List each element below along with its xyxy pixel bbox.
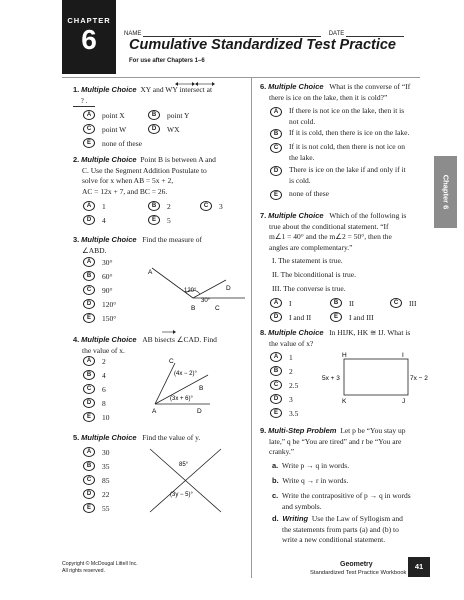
question-4 bbox=[73, 335, 251, 356]
option-letter: D bbox=[270, 166, 282, 176]
copyright bbox=[62, 561, 138, 574]
name-label: NAME bbox=[124, 31, 142, 37]
option-letter: D bbox=[83, 489, 95, 499]
option-letter: E bbox=[270, 408, 282, 418]
option-letter: B bbox=[270, 366, 282, 376]
option-text: 35 bbox=[102, 461, 110, 471]
q5-option-e[interactable] bbox=[83, 503, 110, 513]
option-text: I bbox=[289, 298, 292, 308]
q6-option-d[interactable] bbox=[270, 165, 430, 187]
part-italic: Writing bbox=[282, 514, 309, 523]
part-text: Use the Law of Syllogism and bbox=[311, 514, 403, 523]
q3-option-e[interactable] bbox=[83, 313, 116, 323]
label-k: K bbox=[342, 398, 347, 405]
q7-option-b[interactable] bbox=[330, 298, 354, 308]
q3-option-c[interactable] bbox=[83, 285, 113, 295]
option-letter: B bbox=[148, 201, 160, 211]
q7-option-a[interactable] bbox=[270, 298, 292, 308]
option-letter: C bbox=[390, 298, 402, 308]
q4-option-a[interactable] bbox=[83, 356, 106, 366]
label-a: A bbox=[152, 408, 157, 415]
option-text: 4 bbox=[102, 215, 106, 225]
option-letter: A bbox=[83, 201, 95, 211]
name-blank[interactable] bbox=[143, 30, 321, 37]
option-text: is cold. bbox=[289, 176, 311, 185]
q9-part-c bbox=[272, 491, 437, 512]
option-letter: D bbox=[83, 299, 95, 309]
option-text: If there is not ice on the lake, then it is bbox=[289, 106, 405, 115]
q2-number: 2. bbox=[73, 155, 80, 164]
option-text: There is ice on the lake if and only if it bbox=[289, 165, 406, 174]
q2-option-c[interactable] bbox=[200, 201, 223, 211]
copyright-line: Copyright © McDougal Littell Inc. bbox=[62, 561, 138, 567]
q4-option-c[interactable] bbox=[83, 384, 106, 394]
q8-stem: the value of x? bbox=[269, 338, 314, 348]
option-text: the lake. bbox=[289, 153, 315, 162]
q3-option-b[interactable] bbox=[83, 271, 113, 281]
part-text: the statements from parts (a) and (b) to bbox=[282, 524, 399, 534]
label-d: D bbox=[226, 285, 231, 292]
q8-option-e[interactable] bbox=[270, 408, 298, 418]
part-text: Write p → q in words. bbox=[281, 461, 350, 470]
q1-option-a[interactable] bbox=[83, 110, 125, 120]
page-number: 41 bbox=[408, 557, 430, 577]
q5-option-a[interactable] bbox=[83, 447, 110, 457]
q3-stem: ∠ABD. bbox=[82, 245, 107, 255]
q7-line: angles are complementary.” bbox=[269, 242, 353, 252]
q1-option-d[interactable] bbox=[148, 124, 180, 134]
q9-part-b bbox=[272, 476, 437, 487]
label-a: A bbox=[148, 269, 153, 276]
question-9 bbox=[260, 426, 435, 458]
option-text: 2 bbox=[102, 356, 106, 366]
q7-line: m∠1 = 40° and the m∠2 = 50°, then the bbox=[269, 232, 392, 241]
option-text: 8 bbox=[102, 398, 106, 408]
option-text: point X bbox=[102, 110, 125, 120]
option-letter: D bbox=[83, 215, 95, 225]
label-c: C bbox=[169, 358, 174, 365]
copyright-line: All rights reserved. bbox=[62, 567, 105, 574]
option-text: 2 bbox=[167, 201, 171, 211]
q8-number: 8. bbox=[260, 328, 267, 337]
option-text: none of these bbox=[289, 189, 329, 198]
chapter-badge bbox=[62, 0, 116, 74]
option-text: 22 bbox=[102, 489, 110, 499]
q7-type: Multiple Choice bbox=[268, 211, 324, 220]
angle-85: 85° bbox=[179, 462, 189, 468]
expr-left: 5x + 3 bbox=[322, 375, 340, 382]
q2-line: Point B is between A and bbox=[140, 155, 216, 164]
part-label: a. bbox=[272, 461, 279, 470]
ray-bd bbox=[193, 280, 226, 298]
part-text: and symbols. bbox=[282, 501, 322, 511]
q6-option-b[interactable] bbox=[270, 128, 440, 139]
option-letter: C bbox=[200, 201, 212, 211]
option-letter: A bbox=[83, 356, 95, 366]
date-blank[interactable] bbox=[346, 30, 404, 37]
option-letter: C bbox=[83, 384, 95, 394]
option-text: point W bbox=[102, 124, 127, 134]
option-text: III bbox=[409, 298, 417, 308]
option-letter: A bbox=[83, 257, 95, 267]
book-title: Geometry bbox=[340, 561, 373, 568]
option-letter: E bbox=[148, 215, 160, 225]
q6-option-e[interactable] bbox=[270, 189, 430, 200]
option-text: not cold. bbox=[289, 117, 316, 126]
part-text: write a new conditional statement. bbox=[282, 535, 386, 544]
q4-option-e[interactable] bbox=[83, 412, 110, 422]
part-label: b. bbox=[272, 476, 279, 485]
q2-line: solve for x when AB = 5x + 2, bbox=[82, 176, 174, 185]
q4-stem: AB bisects ∠CAD. Find bbox=[142, 335, 217, 344]
chapter-label: CHAPTER bbox=[67, 16, 111, 25]
q2-option-e[interactable] bbox=[148, 215, 171, 225]
option-letter: D bbox=[270, 394, 282, 404]
q8-rectangle-figure bbox=[318, 348, 438, 408]
q9-part-a bbox=[272, 461, 437, 472]
q3-option-a[interactable] bbox=[83, 257, 113, 267]
q4-bisector-figure bbox=[148, 355, 248, 415]
side-tab-label: Chapter 6 bbox=[441, 174, 450, 210]
q6-line: there is ice on the lake, then it is cold?” bbox=[269, 92, 388, 102]
option-text: 85 bbox=[102, 475, 110, 485]
option-text: 1 bbox=[289, 352, 293, 362]
option-letter: A bbox=[270, 352, 282, 362]
option-text: 2.5 bbox=[289, 380, 299, 390]
q7-option-e[interactable] bbox=[330, 312, 374, 322]
part-label: d. bbox=[272, 514, 279, 523]
option-text: 5 bbox=[167, 215, 171, 225]
column-divider bbox=[251, 78, 252, 578]
option-text: 90° bbox=[102, 285, 113, 295]
q5-vertical-angles-figure bbox=[145, 446, 227, 516]
option-text: I and III bbox=[349, 312, 374, 322]
q4-number: 4. bbox=[73, 335, 80, 344]
q7-line: Which of the following is bbox=[329, 211, 407, 220]
option-letter: C bbox=[270, 143, 282, 153]
option-text: 3.5 bbox=[289, 408, 299, 418]
question-2 bbox=[73, 155, 251, 197]
option-letter: B bbox=[83, 370, 95, 380]
expr-bottom: (3x + 6)° bbox=[170, 396, 193, 402]
q1-number: 1. bbox=[73, 85, 80, 94]
q8-stem: In HIJK, HK ≅ IJ. What is bbox=[329, 328, 411, 337]
q2-type: Multiple Choice bbox=[81, 155, 137, 164]
q6-option-a[interactable] bbox=[270, 106, 430, 128]
q1-option-c[interactable] bbox=[83, 124, 126, 134]
option-text: 10 bbox=[102, 412, 110, 422]
option-letter: B bbox=[83, 461, 95, 471]
option-text: 1 bbox=[102, 201, 106, 211]
page-subtitle: For use after Chapters 1–6 bbox=[129, 58, 205, 64]
q2-line: AC = 12x + 7, and BC = 26. bbox=[82, 186, 168, 196]
question-3 bbox=[73, 235, 251, 256]
label-c: C bbox=[215, 305, 220, 312]
option-letter: E bbox=[330, 312, 342, 322]
option-text: 55 bbox=[102, 503, 110, 513]
q9-type: Multi-Step Problem bbox=[268, 426, 337, 435]
q7-statement-1: I. The statement is true. bbox=[272, 256, 343, 265]
question-6 bbox=[260, 82, 432, 103]
option-letter: C bbox=[83, 124, 95, 134]
q1-option-e[interactable] bbox=[83, 138, 142, 148]
q5-type: Multiple Choice bbox=[81, 433, 137, 442]
option-text: 120° bbox=[102, 299, 117, 309]
q3-stem: Find the measure of bbox=[142, 235, 202, 244]
option-letter: B bbox=[148, 110, 160, 120]
q8-type: Multiple Choice bbox=[268, 328, 324, 337]
option-text: II bbox=[349, 298, 354, 308]
label-d: D bbox=[197, 408, 202, 415]
option-text: If it is not cold, then there is not ice on bbox=[289, 142, 406, 151]
option-letter: A bbox=[270, 107, 282, 117]
q2-option-b[interactable] bbox=[148, 201, 171, 211]
question-7 bbox=[260, 211, 432, 253]
q1-stem: XY and WY intersect at bbox=[140, 85, 213, 94]
q8-option-b[interactable] bbox=[270, 366, 293, 376]
part-text: Write the contrapositive of p → q in words bbox=[281, 491, 411, 500]
angle-30: 30° bbox=[201, 298, 211, 304]
option-text: 150° bbox=[102, 313, 117, 323]
option-letter: B bbox=[270, 129, 282, 139]
q9-number: 9. bbox=[260, 426, 267, 435]
q7-statement-2: II. The biconditional is true. bbox=[272, 270, 357, 279]
option-letter: A bbox=[83, 447, 95, 457]
q1-option-b[interactable] bbox=[148, 110, 189, 120]
question-1 bbox=[73, 85, 248, 107]
q8-option-d[interactable] bbox=[270, 394, 293, 404]
q6-number: 6. bbox=[260, 82, 267, 91]
label-b: B bbox=[199, 385, 204, 392]
q9-line: late,” q be “You are tired” and r be “You are bbox=[269, 436, 402, 446]
q7-statement-3: III. The converse is true. bbox=[272, 284, 346, 293]
chapter-number: 6 bbox=[81, 24, 97, 55]
q2-option-d[interactable] bbox=[83, 215, 106, 225]
option-letter: A bbox=[270, 298, 282, 308]
label-h: H bbox=[342, 352, 347, 359]
option-letter: D bbox=[148, 124, 160, 134]
option-letter: E bbox=[83, 503, 95, 513]
q5-option-c[interactable] bbox=[83, 475, 110, 485]
q1-blank: ? . bbox=[73, 96, 95, 108]
chapter-side-tab bbox=[434, 156, 457, 228]
q3-angle-figure bbox=[148, 260, 248, 320]
option-text: 3 bbox=[289, 394, 293, 404]
option-text: WX bbox=[167, 124, 180, 134]
q6-option-c[interactable] bbox=[270, 142, 430, 164]
q5-option-b[interactable] bbox=[83, 461, 110, 471]
page-title: Cumulative Standardized Test Practice bbox=[129, 37, 396, 53]
q4-option-b[interactable] bbox=[83, 370, 106, 380]
name-date-line bbox=[124, 30, 404, 37]
option-letter: A bbox=[83, 110, 95, 120]
option-letter: B bbox=[330, 298, 342, 308]
q3-type: Multiple Choice bbox=[81, 235, 137, 244]
q7-number: 7. bbox=[260, 211, 267, 220]
option-letter: C bbox=[270, 380, 282, 390]
option-letter: E bbox=[270, 190, 282, 200]
option-text: 2 bbox=[289, 366, 293, 376]
question-8 bbox=[260, 328, 435, 349]
expr-top: (4x − 2)° bbox=[174, 371, 197, 377]
option-letter: E bbox=[83, 313, 95, 323]
option-text: 30° bbox=[102, 257, 113, 267]
option-letter: C bbox=[83, 475, 95, 485]
part-text: Write q → r in words. bbox=[282, 476, 349, 485]
option-letter: E bbox=[83, 138, 95, 148]
angle-120: 120° bbox=[184, 288, 197, 294]
q5-option-d[interactable] bbox=[83, 489, 110, 499]
label-j: J bbox=[402, 398, 406, 405]
q4-stem: the value of x. bbox=[82, 345, 125, 355]
option-letter: C bbox=[83, 285, 95, 295]
question-5 bbox=[73, 433, 251, 444]
date-label: DATE bbox=[328, 31, 345, 37]
q7-option-c[interactable] bbox=[390, 298, 417, 308]
q7-line: true about the conditional statement. “If bbox=[269, 221, 389, 231]
q8-option-a[interactable] bbox=[270, 352, 293, 362]
option-text: 60° bbox=[102, 271, 113, 281]
option-text: point Y bbox=[167, 110, 190, 120]
label-b: B bbox=[191, 305, 196, 312]
q9-line: cranky.” bbox=[269, 447, 295, 456]
q3-number: 3. bbox=[73, 235, 80, 244]
divider bbox=[62, 77, 420, 78]
workbook-title: Standardized Test Practice Workbook bbox=[310, 570, 407, 576]
option-letter: D bbox=[83, 398, 95, 408]
q2-line: C. Use the Segment Addition Postulate to bbox=[82, 165, 207, 175]
q6-line: What is the converse of “If bbox=[329, 82, 411, 91]
q4-option-d[interactable] bbox=[83, 398, 106, 408]
q9-part-d bbox=[272, 514, 437, 546]
q2-option-a[interactable] bbox=[83, 201, 106, 211]
q7-option-d[interactable] bbox=[270, 312, 311, 322]
q1-line-marks bbox=[175, 80, 215, 88]
q4-type: Multiple Choice bbox=[81, 335, 137, 344]
option-text: none of these bbox=[102, 138, 142, 148]
option-text: 30 bbox=[102, 447, 110, 457]
option-letter: B bbox=[83, 271, 95, 281]
option-text: 4 bbox=[102, 370, 106, 380]
option-text: 3 bbox=[219, 201, 223, 211]
option-text: 6 bbox=[102, 384, 106, 394]
q6-type: Multiple Choice bbox=[268, 82, 324, 91]
option-letter: E bbox=[83, 412, 95, 422]
q5-number: 5. bbox=[73, 433, 80, 442]
q8-option-c[interactable] bbox=[270, 380, 298, 390]
option-letter: D bbox=[270, 312, 282, 322]
label-i: I bbox=[402, 352, 404, 359]
option-text: I and II bbox=[289, 312, 312, 322]
expr-y: (3y − 5)° bbox=[170, 492, 193, 498]
q1-type: Multiple Choice bbox=[81, 85, 137, 94]
option-text: If it is cold, then there is ice on the lake. bbox=[289, 128, 410, 137]
q4-ray-mark bbox=[162, 329, 176, 335]
expr-right: 7x − 2 bbox=[410, 375, 428, 382]
q5-stem: Find the value of y. bbox=[142, 433, 201, 442]
part-label: c. bbox=[272, 491, 279, 500]
q9-line: Let p be “You stay up bbox=[340, 426, 406, 435]
q3-option-d[interactable] bbox=[83, 299, 116, 309]
